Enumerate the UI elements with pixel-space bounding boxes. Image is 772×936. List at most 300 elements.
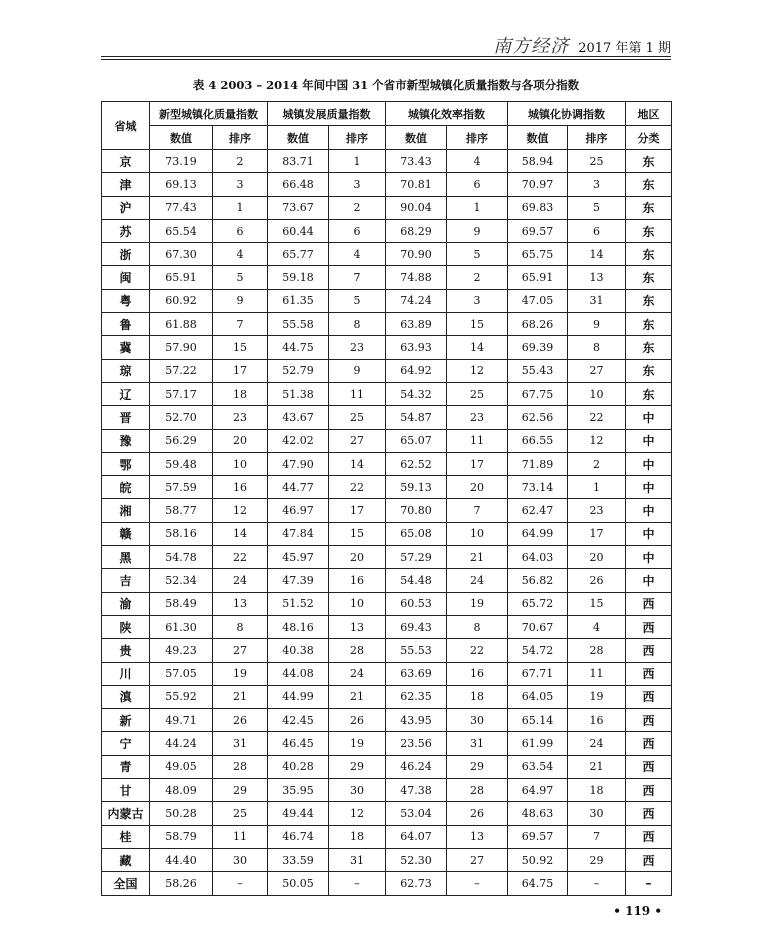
cell-efficiency-value: 63.93 [386, 336, 447, 359]
header-rule-thin [101, 59, 671, 60]
cell-region: 中 [626, 476, 672, 499]
cell-development-value: 51.52 [268, 592, 329, 615]
cell-development-rank: 5 [329, 289, 386, 312]
cell-province: 冀 [102, 336, 150, 359]
cell-development-value: 61.35 [268, 289, 329, 312]
cell-quality-value: 49.71 [150, 709, 213, 732]
cell-region: 东 [626, 359, 672, 382]
cell-development-value: 42.02 [268, 429, 329, 452]
cell-coordination-rank: 26 [568, 569, 626, 592]
cell-region: 西 [626, 732, 672, 755]
cell-development-rank: 11 [329, 382, 386, 405]
cell-region: 中 [626, 522, 672, 545]
table-row [102, 872, 672, 895]
cell-province: 桂 [102, 825, 150, 848]
cell-coordination-value: 64.03 [508, 546, 568, 569]
cell-quality-value: 49.23 [150, 639, 213, 662]
table-row [102, 476, 672, 499]
cell-province: 京 [102, 150, 150, 173]
page-number: • 119 • [613, 904, 662, 918]
header-group-efficiency: 城镇化效率指数 [386, 102, 508, 126]
table-caption: 表 4 2003 – 2014 年间中国 31 个省市新型城镇化质量指数与各项分指数 [192, 78, 580, 92]
cell-development-value: 46.74 [268, 825, 329, 848]
cell-region: 中 [626, 406, 672, 429]
cell-coordination-rank: 1 [568, 476, 626, 499]
cell-quality-value: 56.29 [150, 429, 213, 452]
cell-coordination-value: 69.39 [508, 336, 568, 359]
cell-province: 黑 [102, 546, 150, 569]
cell-region: 西 [626, 848, 672, 871]
cell-development-value: 44.99 [268, 685, 329, 708]
cell-efficiency-value: 47.38 [386, 779, 447, 802]
cell-quality-value: 59.48 [150, 452, 213, 475]
cell-quality-rank: 14 [213, 522, 268, 545]
cell-efficiency-rank: 30 [447, 709, 508, 732]
cell-coordination-value: 54.72 [508, 639, 568, 662]
cell-quality-rank: 6 [213, 219, 268, 242]
cell-province: 陕 [102, 615, 150, 638]
cell-efficiency-rank: 15 [447, 313, 508, 336]
cell-quality-rank: – [213, 872, 268, 895]
cell-efficiency-value: 73.43 [386, 150, 447, 173]
cell-province: 渝 [102, 592, 150, 615]
cell-province: 全国 [102, 872, 150, 895]
table-row [102, 732, 672, 755]
cell-efficiency-value: 54.48 [386, 569, 447, 592]
cell-coordination-value: 62.47 [508, 499, 568, 522]
cell-quality-value: 77.43 [150, 196, 213, 219]
cell-quality-value: 52.70 [150, 406, 213, 429]
cell-development-rank: 16 [329, 569, 386, 592]
subheader-value: 数值 [268, 126, 329, 150]
cell-quality-value: 48.09 [150, 779, 213, 802]
table-row [102, 313, 672, 336]
cell-development-value: 44.75 [268, 336, 329, 359]
cell-province: 吉 [102, 569, 150, 592]
cell-quality-rank: 21 [213, 685, 268, 708]
cell-development-rank: 12 [329, 802, 386, 825]
cell-quality-value: 67.30 [150, 243, 213, 266]
cell-quality-value: 44.40 [150, 848, 213, 871]
cell-efficiency-value: 52.30 [386, 848, 447, 871]
cell-quality-rank: 29 [213, 779, 268, 802]
cell-efficiency-value: 90.04 [386, 196, 447, 219]
table-row [102, 848, 672, 871]
cell-quality-rank: 11 [213, 825, 268, 848]
cell-development-rank: 15 [329, 522, 386, 545]
table-row [102, 196, 672, 219]
cell-coordination-rank: 17 [568, 522, 626, 545]
table-row [102, 569, 672, 592]
cell-efficiency-value: 59.13 [386, 476, 447, 499]
cell-quality-value: 57.05 [150, 662, 213, 685]
cell-efficiency-rank: 9 [447, 219, 508, 242]
cell-province: 辽 [102, 382, 150, 405]
cell-efficiency-value: 64.92 [386, 359, 447, 382]
cell-efficiency-rank: 7 [447, 499, 508, 522]
cell-region: 东 [626, 313, 672, 336]
cell-quality-rank: 22 [213, 546, 268, 569]
cell-coordination-value: 73.14 [508, 476, 568, 499]
header-region: 地区 [626, 102, 672, 126]
cell-development-value: 35.95 [268, 779, 329, 802]
cell-development-rank: 1 [329, 150, 386, 173]
cell-province: 宁 [102, 732, 150, 755]
table-row [102, 662, 672, 685]
cell-province: 豫 [102, 429, 150, 452]
cell-efficiency-value: 62.73 [386, 872, 447, 895]
cell-development-rank: 13 [329, 615, 386, 638]
cell-coordination-value: 65.91 [508, 266, 568, 289]
cell-quality-rank: 15 [213, 336, 268, 359]
table-row [102, 382, 672, 405]
cell-development-value: 47.90 [268, 452, 329, 475]
cell-province: 晋 [102, 406, 150, 429]
cell-efficiency-rank: 8 [447, 615, 508, 638]
cell-quality-rank: 8 [213, 615, 268, 638]
cell-quality-rank: 19 [213, 662, 268, 685]
cell-efficiency-value: 69.43 [386, 615, 447, 638]
cell-coordination-rank: 3 [568, 173, 626, 196]
table-row [102, 452, 672, 475]
table-row [102, 219, 672, 242]
cell-quality-value: 61.30 [150, 615, 213, 638]
cell-efficiency-rank: 1 [447, 196, 508, 219]
cell-efficiency-rank: 23 [447, 406, 508, 429]
cell-province: 苏 [102, 219, 150, 242]
cell-quality-value: 50.28 [150, 802, 213, 825]
header-group-development: 城镇发展质量指数 [268, 102, 386, 126]
cell-development-value: 48.16 [268, 615, 329, 638]
cell-development-rank: 6 [329, 219, 386, 242]
cell-efficiency-rank: 19 [447, 592, 508, 615]
cell-quality-rank: 4 [213, 243, 268, 266]
cell-coordination-rank: 9 [568, 313, 626, 336]
cell-efficiency-rank: 14 [447, 336, 508, 359]
cell-efficiency-rank: 21 [447, 546, 508, 569]
cell-coordination-value: 71.89 [508, 452, 568, 475]
table-row [102, 336, 672, 359]
cell-development-value: 60.44 [268, 219, 329, 242]
cell-coordination-value: 47.05 [508, 289, 568, 312]
header-province: 省城 [102, 102, 150, 150]
cell-efficiency-rank: 3 [447, 289, 508, 312]
cell-development-value: 40.38 [268, 639, 329, 662]
cell-efficiency-value: 70.90 [386, 243, 447, 266]
cell-quality-rank: 7 [213, 313, 268, 336]
cell-coordination-rank: 4 [568, 615, 626, 638]
cell-region: 东 [626, 289, 672, 312]
cell-coordination-rank: 30 [568, 802, 626, 825]
table-row [102, 825, 672, 848]
cell-efficiency-value: 63.89 [386, 313, 447, 336]
cell-efficiency-rank: 4 [447, 150, 508, 173]
cell-coordination-value: 69.57 [508, 825, 568, 848]
cell-province: 鲁 [102, 313, 150, 336]
cell-region: 东 [626, 336, 672, 359]
cell-region: 东 [626, 196, 672, 219]
cell-coordination-rank: 25 [568, 150, 626, 173]
cell-coordination-rank: – [568, 872, 626, 895]
cell-quality-rank: 26 [213, 709, 268, 732]
cell-development-rank: 9 [329, 359, 386, 382]
cell-efficiency-value: 63.69 [386, 662, 447, 685]
cell-coordination-rank: 10 [568, 382, 626, 405]
cell-efficiency-rank: 5 [447, 243, 508, 266]
cell-region: 东 [626, 219, 672, 242]
cell-quality-rank: 20 [213, 429, 268, 452]
cell-development-value: 44.77 [268, 476, 329, 499]
cell-coordination-value: 48.63 [508, 802, 568, 825]
cell-efficiency-value: 55.53 [386, 639, 447, 662]
cell-province: 闽 [102, 266, 150, 289]
cell-quality-rank: 1 [213, 196, 268, 219]
cell-efficiency-value: 54.32 [386, 382, 447, 405]
cell-quality-value: 54.78 [150, 546, 213, 569]
cell-efficiency-value: 68.29 [386, 219, 447, 242]
cell-development-value: 66.48 [268, 173, 329, 196]
cell-efficiency-rank: 20 [447, 476, 508, 499]
cell-quality-value: 65.91 [150, 266, 213, 289]
cell-quality-rank: 16 [213, 476, 268, 499]
cell-efficiency-rank: 2 [447, 266, 508, 289]
cell-quality-rank: 3 [213, 173, 268, 196]
table-row [102, 150, 672, 173]
cell-coordination-rank: 2 [568, 452, 626, 475]
cell-quality-value: 58.16 [150, 522, 213, 545]
cell-coordination-value: 50.92 [508, 848, 568, 871]
cell-coordination-value: 70.97 [508, 173, 568, 196]
cell-coordination-value: 62.56 [508, 406, 568, 429]
cell-development-value: 46.45 [268, 732, 329, 755]
cell-efficiency-rank: 16 [447, 662, 508, 685]
cell-province: 甘 [102, 779, 150, 802]
cell-region: 东 [626, 382, 672, 405]
cell-development-value: 46.97 [268, 499, 329, 522]
cell-region: 中 [626, 569, 672, 592]
header-group-coordination: 城镇化协调指数 [508, 102, 626, 126]
table-body [102, 150, 672, 896]
cell-quality-value: 57.59 [150, 476, 213, 499]
cell-development-rank: 24 [329, 662, 386, 685]
cell-region: – [626, 872, 672, 895]
cell-coordination-value: 67.71 [508, 662, 568, 685]
cell-efficiency-value: 60.53 [386, 592, 447, 615]
cell-quality-value: 58.77 [150, 499, 213, 522]
cell-efficiency-rank: 29 [447, 755, 508, 778]
cell-development-rank: 17 [329, 499, 386, 522]
cell-region: 中 [626, 546, 672, 569]
table-row [102, 802, 672, 825]
cell-coordination-value: 58.94 [508, 150, 568, 173]
header-region-class: 分类 [626, 126, 672, 150]
cell-development-rank: 19 [329, 732, 386, 755]
cell-province: 贵 [102, 639, 150, 662]
cell-efficiency-value: 70.80 [386, 499, 447, 522]
cell-province: 川 [102, 662, 150, 685]
table-row [102, 709, 672, 732]
cell-development-rank: 30 [329, 779, 386, 802]
cell-development-rank: 22 [329, 476, 386, 499]
header-rule [101, 56, 671, 57]
cell-coordination-value: 64.97 [508, 779, 568, 802]
cell-coordination-rank: 21 [568, 755, 626, 778]
cell-quality-rank: 28 [213, 755, 268, 778]
cell-efficiency-value: 64.07 [386, 825, 447, 848]
cell-quality-value: 57.90 [150, 336, 213, 359]
cell-development-rank: 7 [329, 266, 386, 289]
table-row [102, 779, 672, 802]
cell-efficiency-value: 57.29 [386, 546, 447, 569]
subheader-value: 数值 [150, 126, 213, 150]
cell-efficiency-value: 54.87 [386, 406, 447, 429]
cell-development-rank: 25 [329, 406, 386, 429]
cell-efficiency-rank: – [447, 872, 508, 895]
table-row [102, 546, 672, 569]
cell-development-value: 47.84 [268, 522, 329, 545]
cell-development-value: 33.59 [268, 848, 329, 871]
cell-coordination-rank: 27 [568, 359, 626, 382]
cell-region: 西 [626, 825, 672, 848]
cell-quality-rank: 9 [213, 289, 268, 312]
cell-development-value: 83.71 [268, 150, 329, 173]
cell-development-value: 44.08 [268, 662, 329, 685]
cell-province: 粤 [102, 289, 150, 312]
cell-quality-rank: 5 [213, 266, 268, 289]
cell-quality-rank: 10 [213, 452, 268, 475]
cell-region: 西 [626, 615, 672, 638]
cell-quality-value: 55.92 [150, 685, 213, 708]
cell-efficiency-rank: 12 [447, 359, 508, 382]
cell-province: 皖 [102, 476, 150, 499]
cell-quality-rank: 23 [213, 406, 268, 429]
cell-coordination-rank: 12 [568, 429, 626, 452]
journal-logo: 南方经济 [493, 36, 570, 57]
cell-coordination-rank: 11 [568, 662, 626, 685]
table-row [102, 173, 672, 196]
cell-development-rank: 10 [329, 592, 386, 615]
cell-efficiency-value: 65.08 [386, 522, 447, 545]
cell-efficiency-rank: 31 [447, 732, 508, 755]
cell-efficiency-rank: 10 [447, 522, 508, 545]
cell-coordination-value: 64.99 [508, 522, 568, 545]
cell-development-value: 45.97 [268, 546, 329, 569]
cell-development-rank: 2 [329, 196, 386, 219]
cell-quality-rank: 27 [213, 639, 268, 662]
cell-coordination-value: 56.82 [508, 569, 568, 592]
cell-region: 东 [626, 150, 672, 173]
cell-efficiency-value: 53.04 [386, 802, 447, 825]
cell-development-rank: 18 [329, 825, 386, 848]
cell-quality-rank: 30 [213, 848, 268, 871]
cell-efficiency-rank: 27 [447, 848, 508, 871]
cell-quality-value: 73.19 [150, 150, 213, 173]
cell-development-value: 49.44 [268, 802, 329, 825]
cell-quality-rank: 2 [213, 150, 268, 173]
cell-development-rank: 27 [329, 429, 386, 452]
cell-development-rank: 31 [329, 848, 386, 871]
table-row [102, 359, 672, 382]
cell-province: 沪 [102, 196, 150, 219]
cell-efficiency-value: 74.24 [386, 289, 447, 312]
table-row [102, 406, 672, 429]
cell-coordination-value: 63.54 [508, 755, 568, 778]
cell-efficiency-value: 74.88 [386, 266, 447, 289]
cell-coordination-rank: 14 [568, 243, 626, 266]
cell-province: 新 [102, 709, 150, 732]
cell-quality-value: 65.54 [150, 219, 213, 242]
cell-development-value: 59.18 [268, 266, 329, 289]
cell-coordination-rank: 5 [568, 196, 626, 219]
cell-efficiency-rank: 18 [447, 685, 508, 708]
table-row [102, 266, 672, 289]
cell-quality-value: 44.24 [150, 732, 213, 755]
cell-quality-rank: 24 [213, 569, 268, 592]
cell-quality-rank: 12 [213, 499, 268, 522]
cell-province: 湘 [102, 499, 150, 522]
cell-coordination-rank: 24 [568, 732, 626, 755]
cell-quality-rank: 18 [213, 382, 268, 405]
subheader-value: 数值 [386, 126, 447, 150]
cell-quality-value: 61.88 [150, 313, 213, 336]
cell-efficiency-rank: 13 [447, 825, 508, 848]
cell-quality-value: 58.79 [150, 825, 213, 848]
cell-efficiency-rank: 17 [447, 452, 508, 475]
cell-coordination-rank: 28 [568, 639, 626, 662]
cell-efficiency-rank: 26 [447, 802, 508, 825]
subheader-rank: 排序 [447, 126, 508, 150]
cell-coordination-rank: 16 [568, 709, 626, 732]
cell-province: 藏 [102, 848, 150, 871]
table-row [102, 639, 672, 662]
cell-development-rank: 29 [329, 755, 386, 778]
cell-efficiency-rank: 24 [447, 569, 508, 592]
cell-coordination-value: 65.75 [508, 243, 568, 266]
table-row [102, 499, 672, 522]
cell-province: 内蒙古 [102, 802, 150, 825]
cell-region: 东 [626, 266, 672, 289]
cell-region: 中 [626, 499, 672, 522]
cell-region: 西 [626, 662, 672, 685]
subheader-rank: 排序 [329, 126, 386, 150]
cell-coordination-rank: 29 [568, 848, 626, 871]
cell-development-value: 42.45 [268, 709, 329, 732]
cell-coordination-value: 66.55 [508, 429, 568, 452]
cell-province: 琼 [102, 359, 150, 382]
cell-province: 浙 [102, 243, 150, 266]
cell-region: 西 [626, 802, 672, 825]
cell-coordination-value: 69.83 [508, 196, 568, 219]
cell-development-rank: 4 [329, 243, 386, 266]
cell-development-rank: 20 [329, 546, 386, 569]
cell-quality-value: 57.22 [150, 359, 213, 382]
cell-efficiency-rank: 6 [447, 173, 508, 196]
cell-coordination-rank: 15 [568, 592, 626, 615]
cell-development-value: 43.67 [268, 406, 329, 429]
cell-development-value: 47.39 [268, 569, 329, 592]
cell-development-rank: 21 [329, 685, 386, 708]
cell-development-rank: 3 [329, 173, 386, 196]
cell-region: 东 [626, 243, 672, 266]
data-table [101, 101, 672, 896]
cell-efficiency-value: 23.56 [386, 732, 447, 755]
table-row [102, 592, 672, 615]
cell-region: 中 [626, 429, 672, 452]
cell-region: 西 [626, 709, 672, 732]
cell-coordination-value: 68.26 [508, 313, 568, 336]
cell-efficiency-rank: 28 [447, 779, 508, 802]
cell-quality-value: 49.05 [150, 755, 213, 778]
